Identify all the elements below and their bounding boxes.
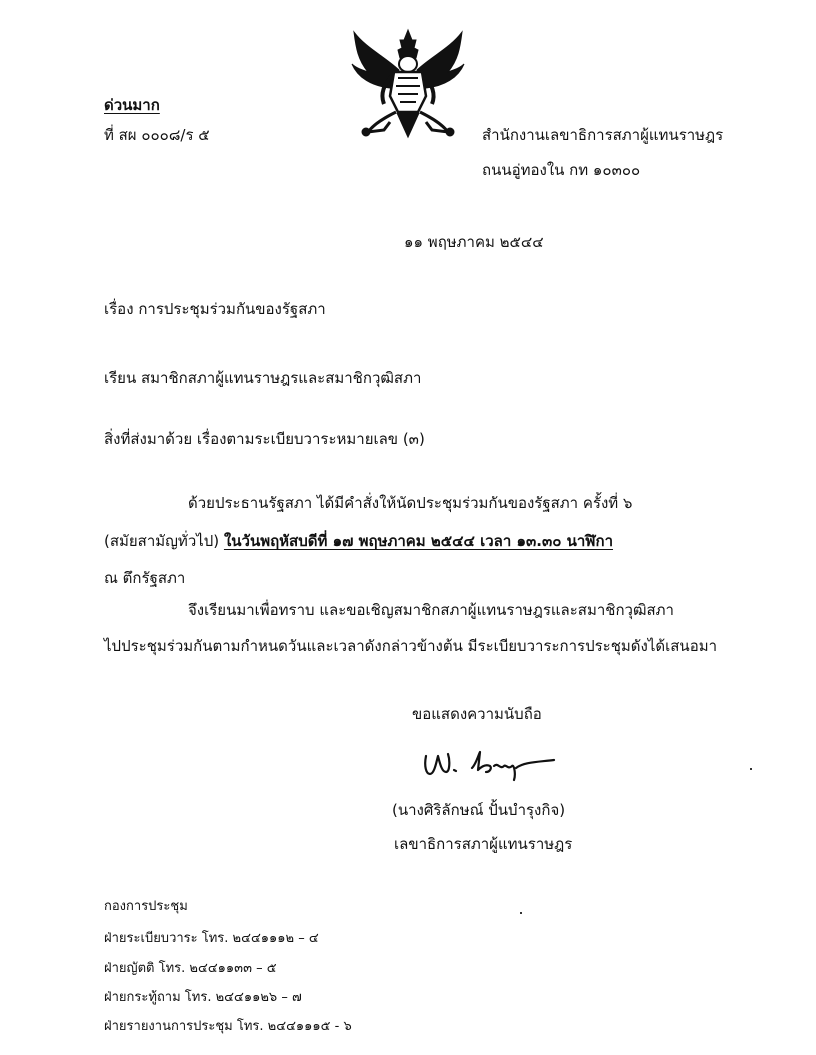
- body-paragraph-1-line-3: ณ ตึกรัฐสภา: [104, 569, 186, 587]
- handwritten-signature: [420, 744, 560, 784]
- subject-line: [104, 300, 326, 318]
- recipient-label: เรียน: [104, 369, 137, 387]
- enclosure-label: สิ่งที่ส่งมาด้วย: [104, 430, 193, 448]
- scan-speck: [520, 912, 522, 914]
- contact-line: ฝ่ายระเบียบวาระ โทร. ๒๔๔๑๑๑๒ – ๔: [104, 931, 319, 946]
- meeting-datetime: ในวันพฤหัสบดีที่ ๑๗ พฤษภาคม ๒๕๔๔ เวลา ๑๓.๓๐ นาฬิกา: [223, 532, 614, 550]
- subject-label: เรื่อง: [104, 300, 134, 318]
- urgency-label: ด่วนมาก: [104, 96, 160, 114]
- body-paragraph-1-line-2: [104, 532, 613, 550]
- recipient-text: สมาชิกสภาผู้แทนราษฎรและสมาชิกวุฒิสภา: [141, 369, 422, 387]
- reference-number: ที่ สผ ๐๐๐๘/ร ๕: [104, 126, 210, 144]
- enclosure-line: [104, 430, 425, 448]
- scan-speck: [750, 768, 752, 770]
- department-name: กองการประชุม: [104, 899, 188, 914]
- body-paragraph-2-line-1: จึงเรียนมาเพื่อทราบ และขอเชิญสมาชิกสภาผู้แทนราษฎรและสมาชิกวุฒิสภา: [188, 601, 674, 619]
- letter-date: ๑๑ พฤษภาคม ๒๕๔๔: [404, 233, 544, 251]
- signer-name: (นางศิริลักษณ์ ปั้นบำรุงกิจ): [392, 801, 566, 819]
- subject-text: การประชุมร่วมกันของรัฐสภา: [138, 300, 326, 318]
- recipient-line: [104, 369, 421, 387]
- signer-title: เลขาธิการสภาผู้แทนราษฎร: [394, 835, 573, 853]
- office-name: สำนักงานเลขาธิการสภาผู้แทนราษฎร: [482, 126, 724, 144]
- office-address: ถนนอู่ทองใน กท ๑๐๓๐๐: [482, 161, 641, 179]
- garuda-emblem-icon: [344, 26, 472, 140]
- session-type: (สมัยสามัญทั่วไป): [104, 532, 224, 550]
- body-paragraph-2-line-2: ไปประชุมร่วมกันตามกำหนดวันและเวลาดังกล่าวข้างต้น มีระเบียบวาระการประชุมดังได้เสนอมา: [104, 637, 718, 655]
- contact-line: ฝ่ายรายงานการประชุม โทร. ๒๔๔๑๑๑๕ - ๖: [104, 1019, 352, 1034]
- closing-salutation: ขอแสดงความนับถือ: [412, 705, 542, 723]
- body-paragraph-1-line-1: ด้วยประธานรัฐสภา ได้มีคำสั่งให้นัดประชุมร่วมกันของรัฐสภา ครั้งที่ ๖: [188, 494, 633, 512]
- enclosure-text: เรื่องตามระเบียบวาระหมายเลข (๓): [196, 430, 425, 448]
- contact-line: ฝ่ายกระทู้ถาม โทร. ๒๔๔๑๑๒๖ – ๗: [104, 990, 302, 1005]
- contact-line: ฝ่ายญัตติ โทร. ๒๔๔๑๑๓๓ – ๕: [104, 961, 277, 976]
